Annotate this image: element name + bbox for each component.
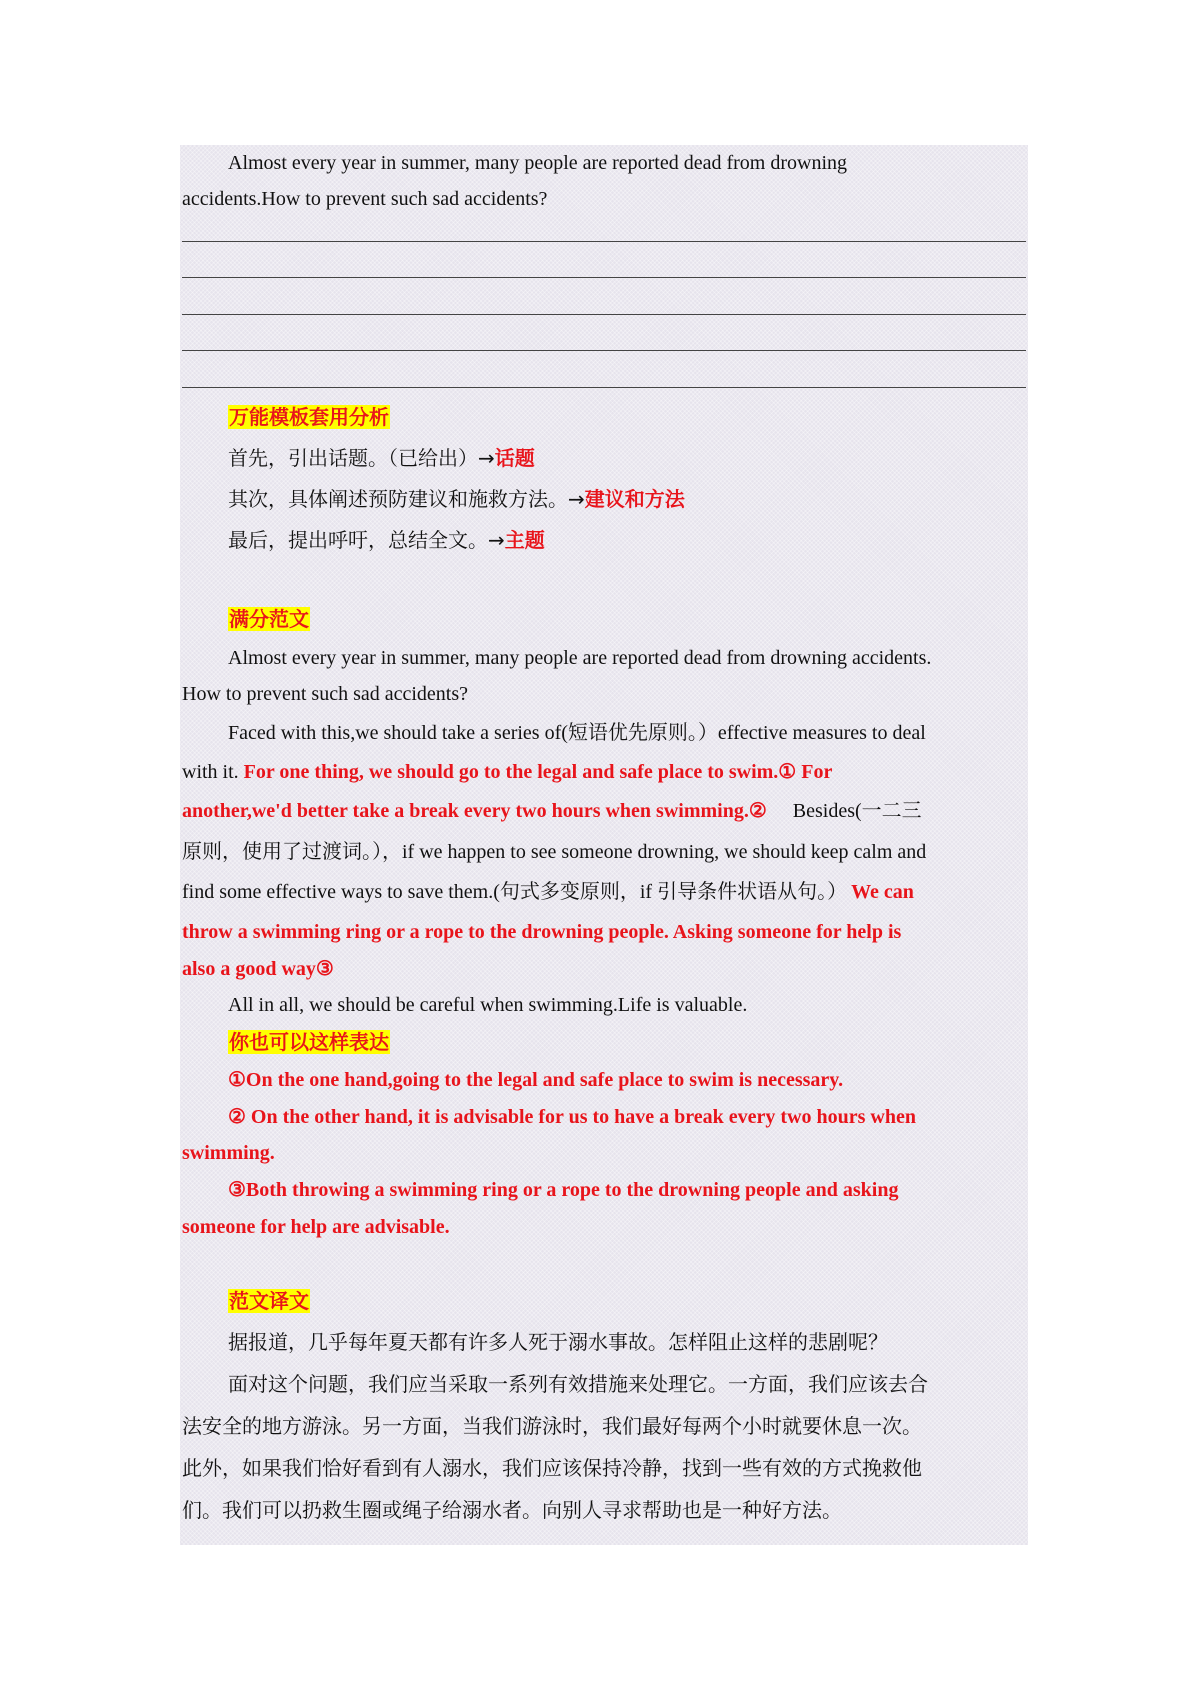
essay-heading: 满分范文 — [229, 607, 309, 631]
alternative-2-line-1: ② On the other hand, it is advisable for us to have a break every two hours when — [228, 1106, 916, 1128]
alternative-3-line-2: someone for help are advisable. — [182, 1216, 450, 1238]
blank-writing-line[interactable] — [182, 350, 1026, 351]
alternative-3-line-1: ③Both throwing a swimming ring or a rope to the drowning people and asking — [228, 1179, 899, 1201]
template-step-1: 首先，引出话题。（已给出）→话题 — [228, 446, 535, 470]
essay-p1-line-1: Almost every year in summer, many people are reported dead from drowning accidents. — [228, 647, 932, 669]
alternative-2-line-2: swimming. — [182, 1142, 275, 1164]
essay-p2-line-2: with it. For one thing, we should go to the legal and safe place to swim.① For — [182, 761, 833, 783]
translation-heading: 范文译文 — [229, 1289, 309, 1313]
essay-p2-line-6: throw a swimming ring or a rope to the drowning people. Asking someone for help is — [182, 921, 902, 943]
translation-line-2: 面对这个问题，我们应当采取一系列有效措施来处理它。一方面，我们应该去合 — [228, 1372, 928, 1396]
translation-line-5: 们。我们可以扔救生圈或绳子给溺水者。向别人寻求帮助也是一种好方法。 — [182, 1498, 842, 1522]
essay-p2-line-5: find some effective ways to save them.(句式多变原则，if 引导条件状语从句。） We can — [182, 881, 914, 903]
translation-line-3: 法安全的地方游泳。另一方面，当我们游泳时，我们最好每两个小时就要休息一次。 — [182, 1414, 922, 1438]
prompt-line-1: Almost every year in summer, many people are reported dead from drowning — [228, 152, 847, 174]
essay-p1-line-2: How to prevent such sad accidents? — [182, 683, 469, 705]
essay-p2-line-4: 原则，使用了过渡词。），if we happen to see someone drowning, we should keep calm and — [182, 841, 927, 863]
blank-writing-line[interactable] — [182, 314, 1026, 315]
template-step-2: 其次，具体阐述预防建议和施救方法。→建议和方法 — [228, 487, 685, 511]
template-step-3: 最后，提出呼吁，总结全文。→主题 — [228, 528, 545, 552]
translation-line-4: 此外，如果我们恰好看到有人溺水，我们应该保持冷静，找到一些有效的方式挽救他 — [182, 1456, 922, 1480]
essay-p3: All in all, we should be careful when swimming.Life is valuable. — [228, 994, 748, 1016]
blank-writing-line[interactable] — [182, 387, 1026, 388]
translation-line-1: 据报道，几乎每年夏天都有许多人死于溺水事故。怎样阻止这样的悲剧呢？ — [228, 1330, 888, 1354]
essay-p2-line-1: Faced with this,we should take a series of(短语优先原则。）effective measures to deal — [228, 722, 926, 744]
template-heading: 万能模板套用分析 — [229, 405, 389, 429]
essay-p2-line-3: another,we'd better take a break every two hours when swimming.② Besides(一二三 — [182, 800, 922, 822]
prompt-line-2: accidents.How to prevent such sad accidents? — [182, 188, 548, 210]
blank-writing-line[interactable] — [182, 277, 1026, 278]
alternatives-heading: 你也可以这样表达 — [229, 1030, 389, 1054]
document-page — [180, 145, 1028, 1545]
essay-p2-line-7: also a good way③ — [182, 958, 334, 980]
blank-writing-line[interactable] — [182, 241, 1026, 242]
alternative-1: ①On the one hand,going to the legal and safe place to swim is necessary. — [228, 1069, 844, 1091]
